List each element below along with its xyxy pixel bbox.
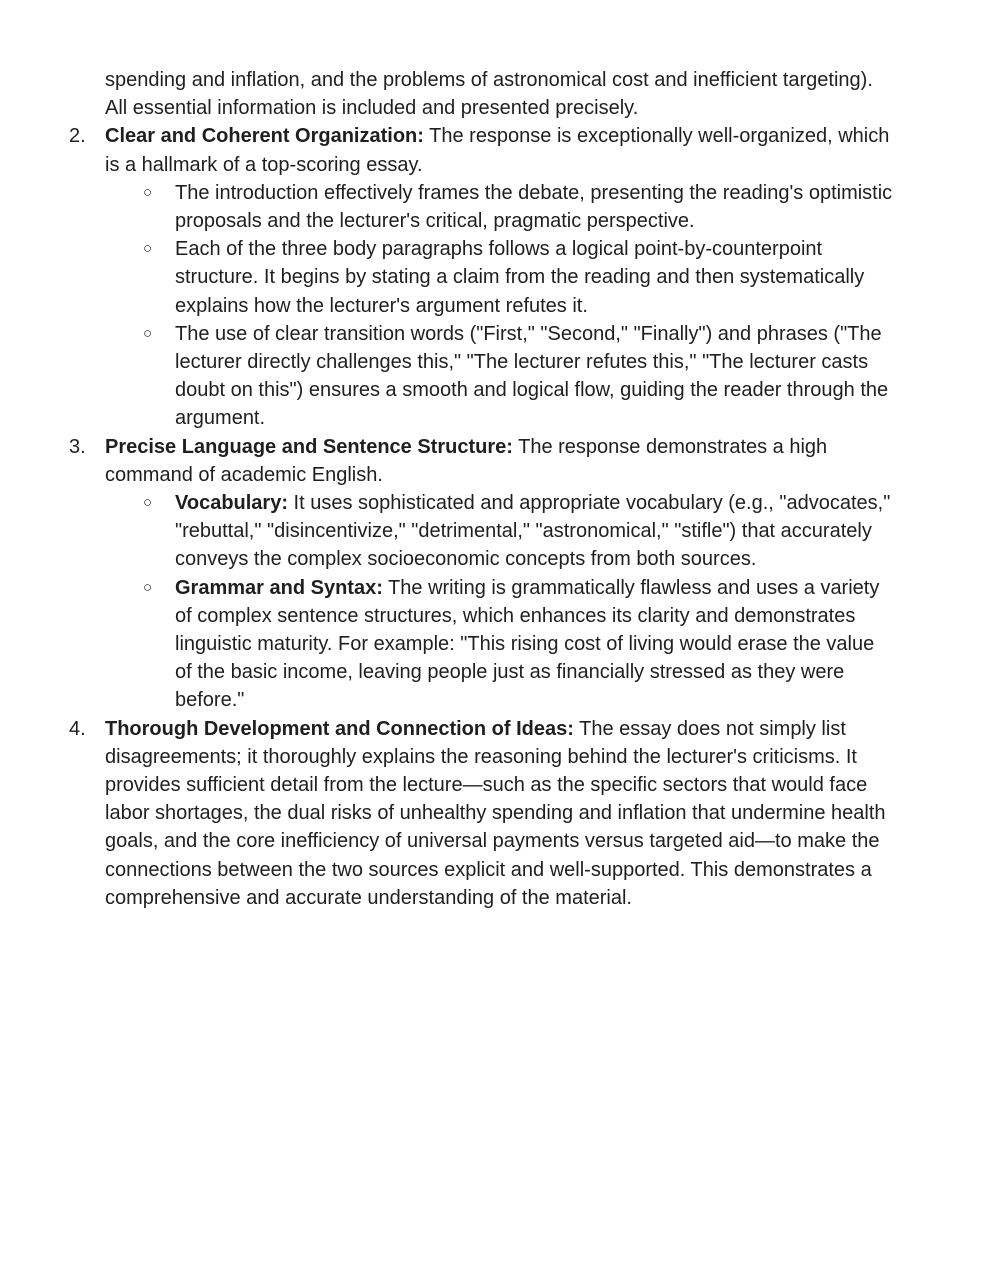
text-line: [175, 574, 955, 602]
sub-item-heading: Grammar and Syntax:: [175, 576, 383, 599]
bullet-circle-icon: ○: [143, 578, 153, 596]
text-line: "rebuttal," "disincentivize," "detrimental," "astronomical," "stifle") that accurately: [175, 520, 872, 543]
text-line: [105, 715, 965, 743]
list-number: 3.: [69, 435, 86, 458]
text-line: of the basic income, leaving people just as financially stressed as they were: [175, 661, 845, 684]
list-number: 2.: [69, 125, 86, 148]
text-line: lecturer directly challenges this," "The lecturer refutes this," "The lecturer casts: [175, 351, 869, 374]
intro-continuation: [105, 66, 965, 122]
text-line: linguistic maturity. For example: "This rising cost of living would erase the value: [175, 633, 875, 656]
text-line: comprehensive and accurate understanding of the material.: [105, 886, 632, 909]
list-number: 4.: [69, 717, 86, 740]
text-line: of complex sentence structures, which enhances its clarity and demonstrates: [175, 604, 856, 627]
list-item-organization: [69, 122, 965, 432]
sub-item: [143, 320, 955, 433]
sub-item-heading: Vocabulary:: [175, 492, 288, 515]
bullet-circle-icon: ○: [143, 494, 153, 512]
text-line: connections between the two sources explicit and well-supported. This demonstrates a: [105, 858, 872, 881]
text-line: labor shortages, the dual risks of unhealthy spending and inflation that undermine health: [105, 802, 886, 825]
text-line: proposals and the lecturer's critical, pragmatic perspective.: [175, 210, 695, 233]
text-line: doubt on this") ensures a smooth and logical flow, guiding the reader through the: [175, 379, 889, 402]
sub-item: [143, 179, 955, 235]
text-line: explains how the lecturer's argument refutes it.: [175, 294, 588, 317]
text-line: spending and inflation, and the problems of astronomical cost and inefficient targeting).: [105, 69, 873, 91]
item-heading: Precise Language and Sentence Structure:: [105, 435, 513, 458]
text-line: Each of the three body paragraphs follows a logical point-by-counterpoint: [175, 238, 823, 261]
sub-list: [105, 179, 965, 433]
text-line: The use of clear transition words ("First," "Second," "Finally") and phrases ("The: [175, 322, 882, 345]
sub-item: [143, 489, 955, 574]
text-line: goals, and the core inefficiency of universal payments versus targeted aid—to make the: [105, 830, 880, 853]
item-heading: Clear and Coherent Organization:: [105, 125, 424, 148]
list-item-language: [69, 433, 965, 715]
text-line: command of academic English.: [105, 463, 383, 486]
text-line: argument.: [175, 407, 266, 430]
sub-item-text: It uses sophisticated and appropriate vocabulary (e.g., "advocates,": [288, 492, 891, 515]
list-item-development: [69, 715, 965, 912]
document-page: [0, 66, 1005, 912]
text-line: structure. It begins by stating a claim from the reading and then systematically: [175, 266, 865, 289]
text-line: [105, 122, 965, 150]
sub-item: [143, 574, 955, 715]
item-text: The response demonstrates a high: [512, 435, 828, 458]
bullet-circle-icon: ○: [143, 183, 153, 201]
text-line: before.": [175, 689, 245, 712]
text-line: provides sufficient detail from the lecture—such as the specific sectors that would face: [105, 774, 868, 797]
text-line: [105, 433, 965, 461]
bullet-circle-icon: ○: [143, 324, 153, 342]
text-line: conveys the complex socioeconomic concepts from both sources.: [175, 548, 757, 571]
sub-item-text: The writing is grammatically flawless and uses a variety: [382, 576, 880, 599]
item-text: The essay does not simply list: [573, 717, 846, 740]
text-line: disagreements; it thoroughly explains the reasoning behind the lecturer's criticisms. It: [105, 745, 857, 768]
bullet-circle-icon: ○: [143, 240, 153, 258]
item-text: The response is exceptionally well-organized, which: [423, 125, 890, 148]
item-heading: Thorough Development and Connection of Ideas:: [105, 717, 574, 740]
text-line: The introduction effectively frames the debate, presenting the reading's optimistic: [175, 181, 893, 204]
text-line: All essential information is included and presented precisely.: [105, 97, 639, 120]
text-line: [175, 489, 955, 517]
sub-list: [105, 489, 965, 715]
sub-item: [143, 235, 955, 320]
text-line: is a hallmark of a top-scoring essay.: [105, 153, 423, 176]
